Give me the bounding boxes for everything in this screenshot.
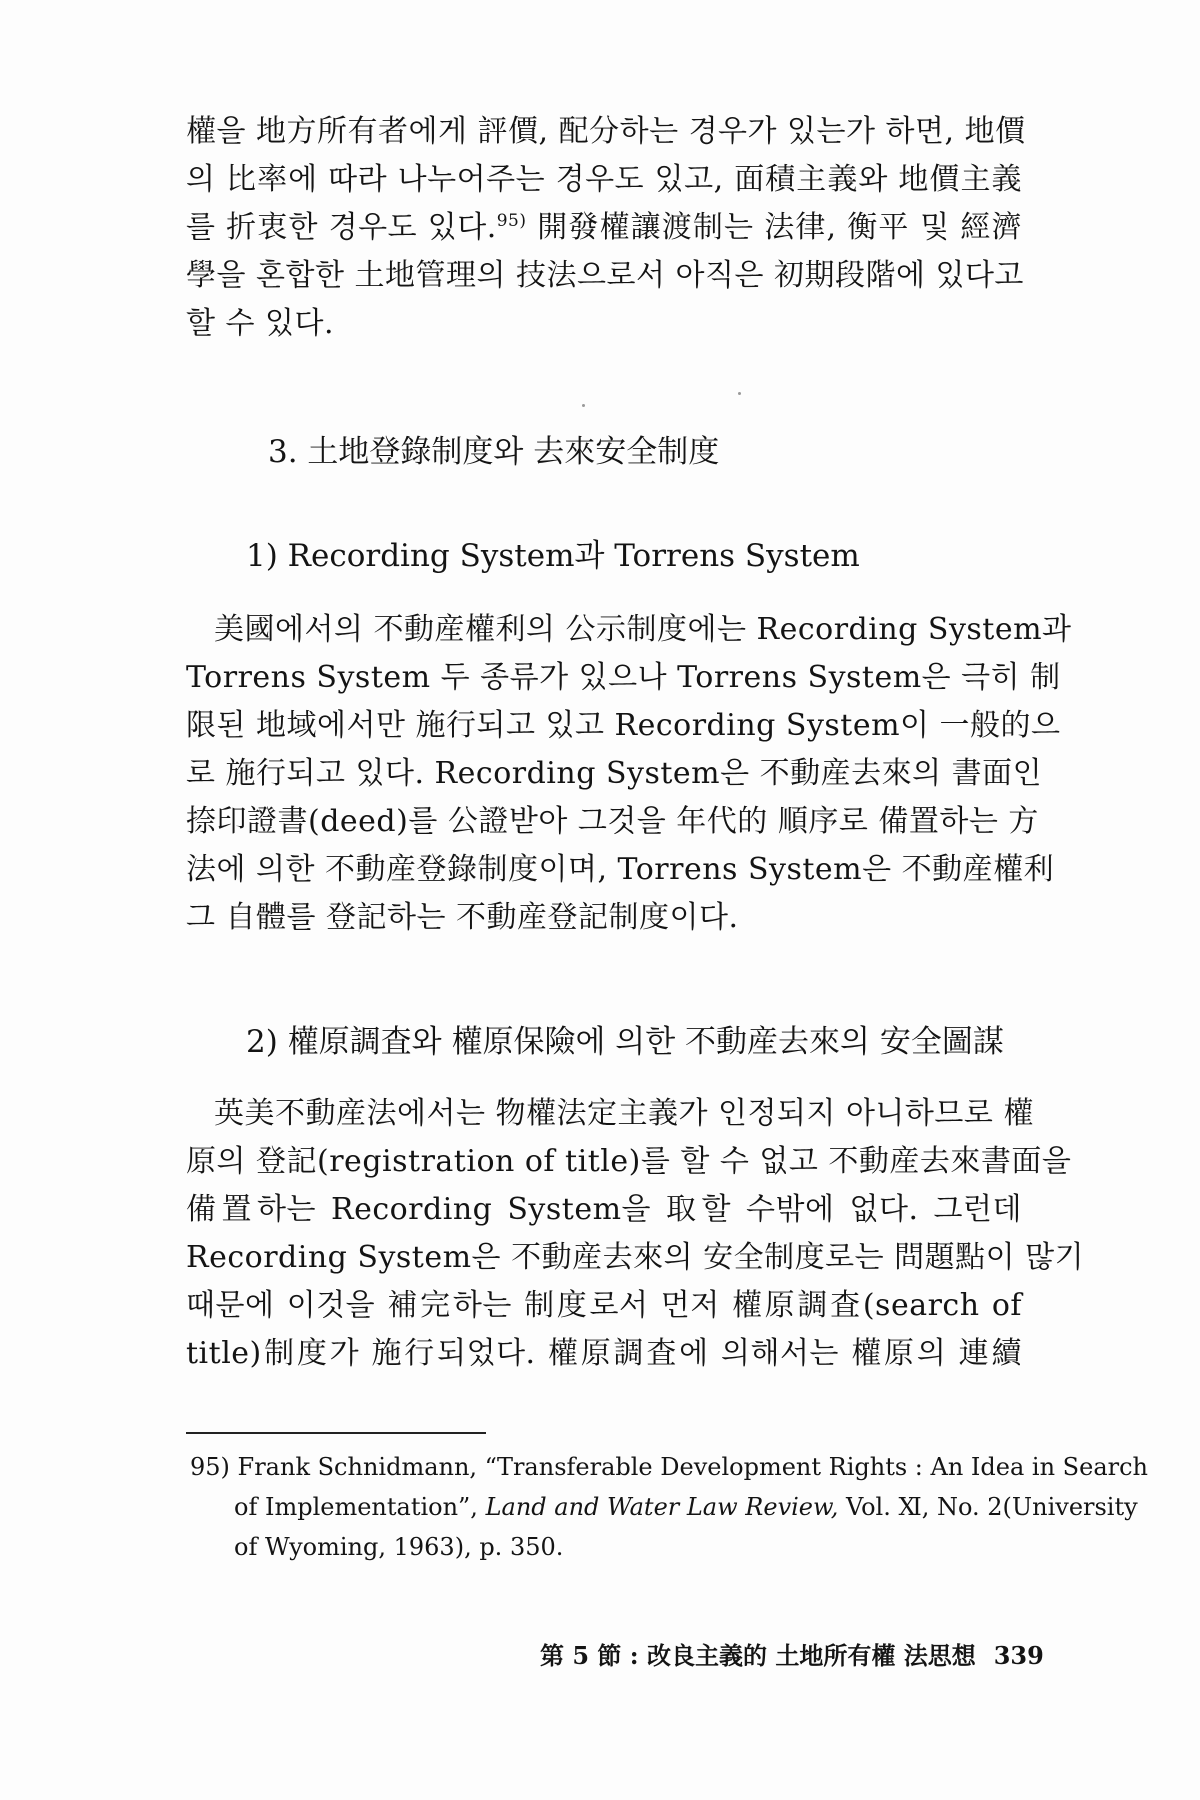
text-line: 學을 혼합한 土地管理의 技法으로서 아직은 初期段階에 있다고 [186, 258, 1024, 293]
text-line: 美國에서의 不動産權利의 公示制度에는 Recording System과 [214, 612, 1072, 647]
text-line: 捺印證書(deed)를 公證받아 그것을 年代的 順序로 備置하는 方 [186, 804, 1039, 839]
text-line: 英美不動産法에서는 物權法定主義가 인정되지 아니하므로 權 [214, 1096, 1034, 1131]
text-line: 原의 登記(registration of title)를 할 수 없고 不動産去來書面을 [186, 1144, 1072, 1179]
paragraph-recording-system [186, 606, 1072, 942]
text-line: 로 施行되고 있다. Recording System은 不動産去來의 書面인 [186, 756, 1043, 791]
text-line: 때문에 이것을 補完하는 制度로서 먼저 權原調査(search of [186, 1288, 1022, 1323]
footnote-line [190, 1487, 1138, 1527]
scan-speck [738, 392, 741, 395]
running-footer [540, 1640, 1044, 1672]
text-line: 限된 地域에서만 施行되고 있고 Recording System이 一般的으 [186, 708, 1061, 743]
text-line: 權을 地方所有者에게 評價, 配分하는 경우가 있는가 하면, 地價 [186, 114, 1026, 149]
journal-title: Land and Water Law Review, [485, 1493, 839, 1521]
footnote-line [190, 1447, 1148, 1487]
text-line-with-footnote [186, 204, 1022, 252]
footnote [190, 1447, 1148, 1567]
footnote-text: of Implementation”, [234, 1493, 486, 1521]
footnote-line: of Wyoming, 1963), p. 350. [234, 1533, 564, 1561]
text-line: 의 比率에 따라 나누어주는 경우도 있고, 面積主義와 地價主義 [186, 162, 1022, 197]
text-fragment: 를 折衷한 경우도 있다. [186, 210, 497, 245]
text-line: title)制度가 施行되었다. 權原調査에 의해서는 權原의 連續 [186, 1336, 1022, 1371]
subsection-heading: 1) Recording System과 Torrens System [246, 538, 860, 574]
footnote-marker: 95) [496, 211, 527, 231]
text-line: 그 自體를 登記하는 不動産登記制度이다. [186, 900, 739, 935]
text-fragment: 開發權讓渡制는 法律, 衡平 및 經濟 [537, 210, 1022, 245]
text-line: Recording System은 不動産去來의 安全制度로는 問題點이 많기 [186, 1240, 1085, 1275]
paragraph-title-search [186, 1090, 1085, 1378]
subsection-heading: 2) 權原調査와 權原保險에 의한 不動産去來의 安全圖謀 [246, 1024, 1004, 1060]
text-line: 法에 의한 不動産登錄制度이며, Torrens System은 不動産權利 [186, 852, 1055, 887]
footnote-text: Frank Schnidmann, “Transferable Development Rights : An Idea in Search [237, 1453, 1148, 1481]
footnote-divider [186, 1432, 486, 1434]
paragraph-top [186, 108, 1026, 348]
section-heading: 3. 土地登錄制度와 去來安全制度 [268, 434, 720, 470]
footnote-number: 95) [190, 1453, 230, 1481]
text-line: 備置하는 Recording System을 取할 수밖에 없다. 그런데 [186, 1192, 1022, 1227]
running-footer-section: 第 5 節 : 改良主義的 土地所有權 法思想 [540, 1641, 976, 1670]
footnote-text: Vol. Ⅺ, No. 2(University [838, 1493, 1138, 1521]
scan-speck [582, 404, 585, 407]
text-line: 할 수 있다. [186, 306, 335, 341]
page-number: 339 [993, 1641, 1044, 1670]
text-line: Torrens System 두 종류가 있으나 Torrens System은 극히 制 [186, 660, 1061, 695]
